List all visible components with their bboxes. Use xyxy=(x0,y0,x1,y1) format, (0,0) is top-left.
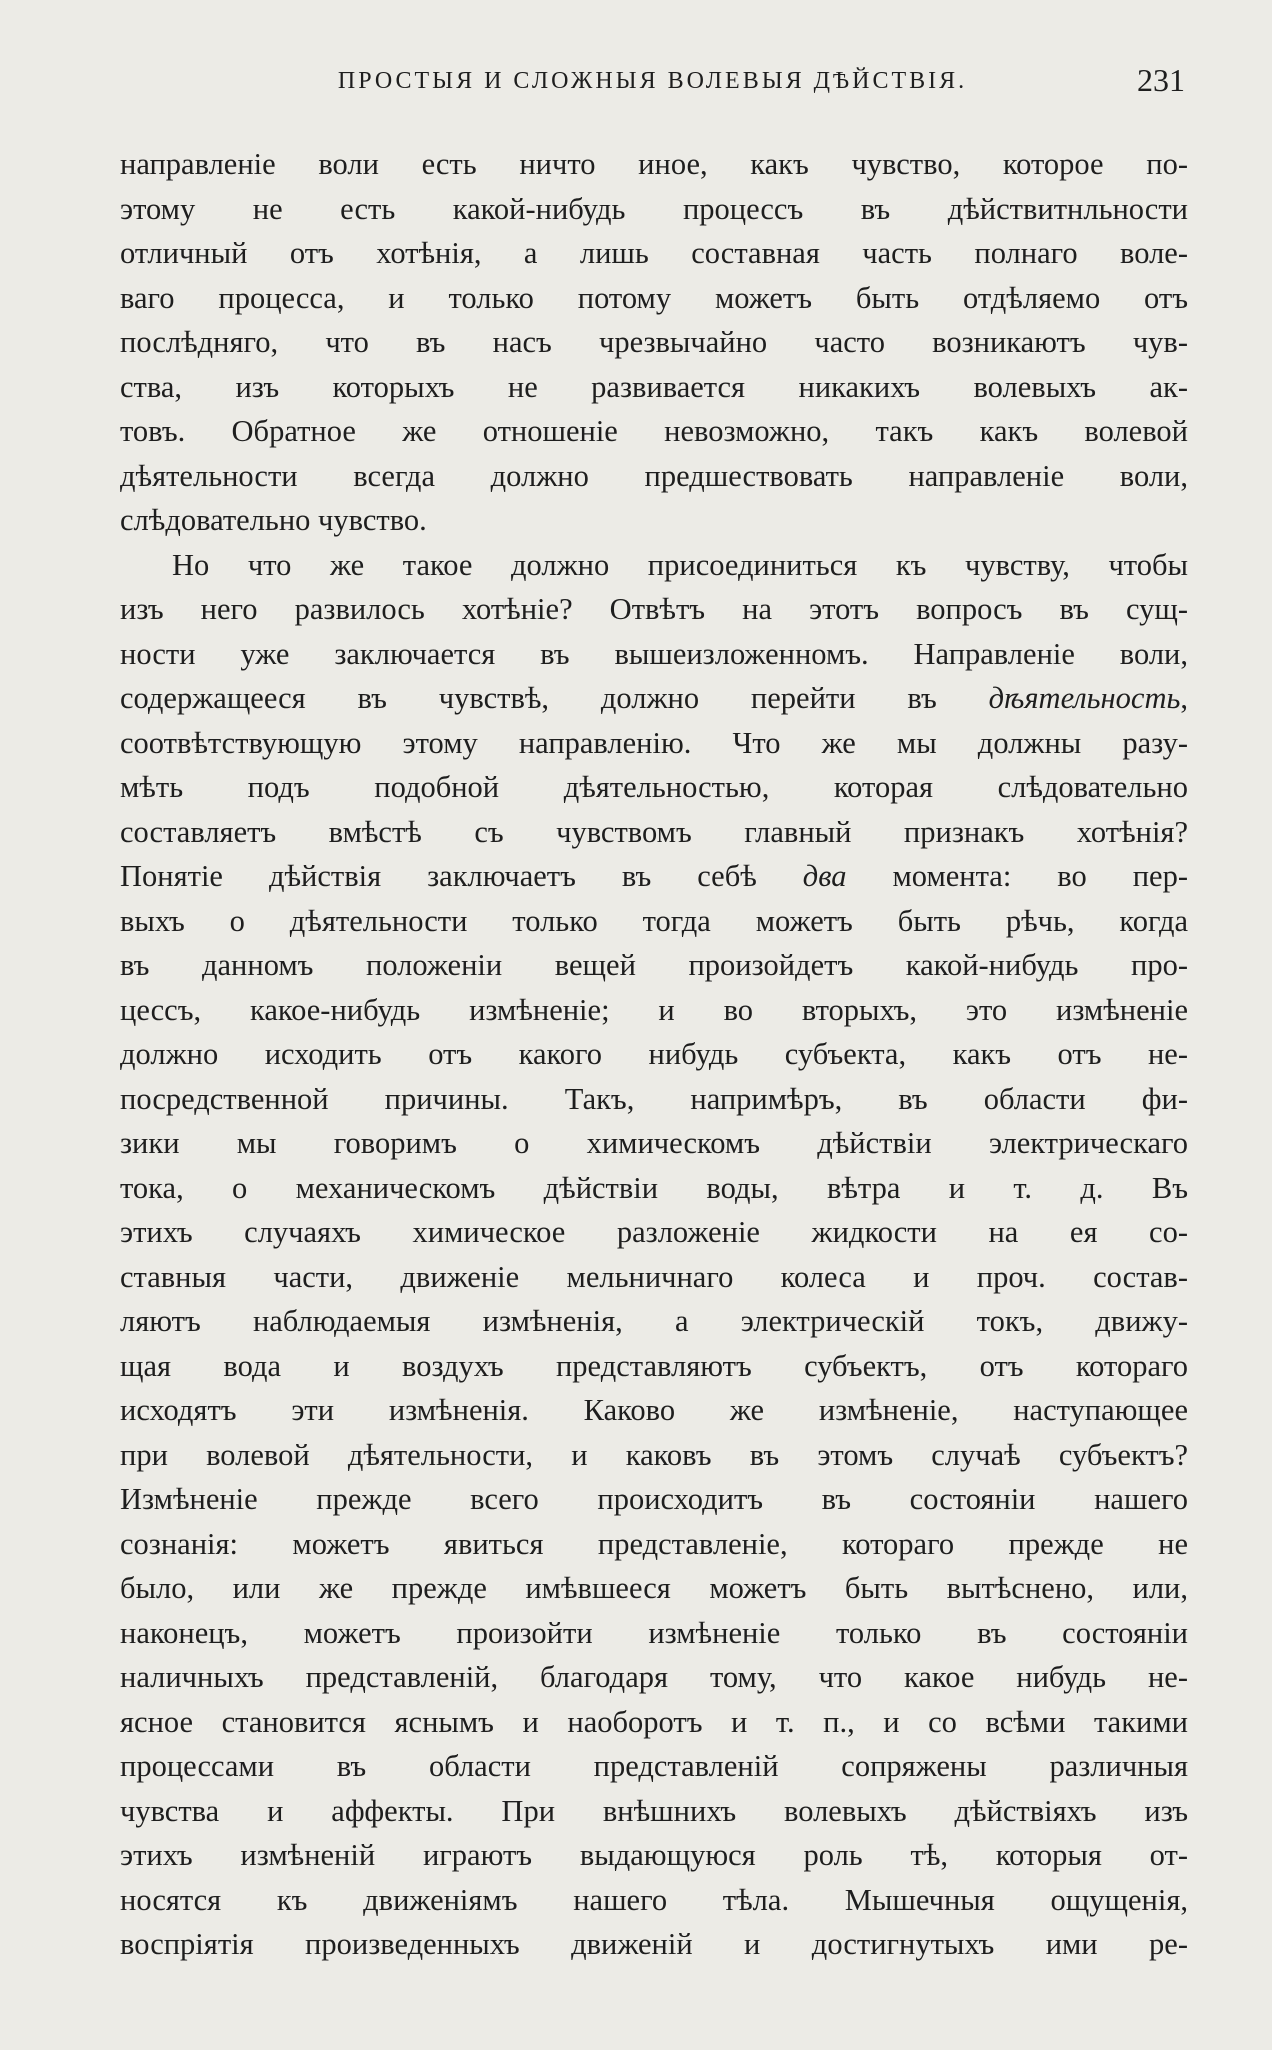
text-line: чувства и аффекты. При внѣшнихъ волевыхъ дѣйствіяхъ изъ xyxy=(120,1793,1188,1828)
text-line: при волевой дѣятельности, и каковъ въ этомъ случаѣ субъектъ? xyxy=(120,1437,1188,1472)
text-line: было, или же прежде имѣвшееся можетъ быть вытѣснено, или, xyxy=(120,1571,1188,1605)
text-line: сознанія: можетъ явиться представленіе, котораго прежде не xyxy=(120,1526,1188,1561)
text-line: этихъ случаяхъ химическое разложеніе жидкости на ея со- xyxy=(120,1215,1188,1249)
running-head xyxy=(120,62,1185,102)
text-line: ляютъ наблюдаемыя измѣненія, а электрическій токъ, движу- xyxy=(120,1304,1188,1338)
text-line: цессъ, какое-нибудь измѣненіе; и во вторыхъ, это измѣненіе xyxy=(120,992,1188,1027)
text-line: тока, о механическомъ дѣйствіи воды, вѣтра и т. д. Въ xyxy=(120,1170,1188,1205)
text-line: процессами въ области представленій сопряжены различныя xyxy=(120,1749,1188,1783)
text-line: этому не есть какой-нибудь процессъ въ дѣйствитнльности xyxy=(120,191,1188,226)
line-text-before: Понятіе дѣйствія заключаетъ въ себѣ xyxy=(120,859,803,893)
emphasized-word: дѣятельность xyxy=(988,681,1181,715)
emphasized-word: два xyxy=(802,859,847,893)
text-line: дѣятельности всегда должно предшествовать направленіе воли, xyxy=(120,458,1188,493)
text-line: ности уже заключается въ вышеизложенномъ. Направленіе воли, xyxy=(120,636,1188,671)
text-line: ставныя части, движеніе мельничнаго колеса и проч. состав- xyxy=(120,1259,1188,1294)
body-text xyxy=(120,142,1188,1967)
text-line: изъ него развилось хотѣніе? Отвѣтъ на этотъ вопросъ въ сущ- xyxy=(120,592,1188,626)
text-line: носятся къ движеніямъ нашего тѣла. Мышечныя ощущенія, xyxy=(120,1882,1188,1917)
text-line: воспріятія произведенныхъ движеній и достигнутыхъ ими ре- xyxy=(120,1927,1188,1961)
line-text-after: момента: во пер- xyxy=(846,859,1188,893)
text-line: наличныхъ представленій, благодаря тому, что какое нибудь не- xyxy=(120,1660,1188,1694)
line-text-before: содержащееся въ чувствѣ, должно перейти въ xyxy=(120,681,989,715)
paragraph-end-line: слѣдовательно чувство. xyxy=(120,503,427,537)
page-number: 231 xyxy=(1137,62,1185,98)
text-line: въ данномъ положеніи вещей произойдетъ какой-нибудь про- xyxy=(120,948,1188,982)
text-line-with-emphasis xyxy=(120,676,1188,721)
text-line: ясное становится яснымъ и наоборотъ и т. п., и со всѣми такими xyxy=(120,1704,1188,1739)
text-line: этихъ измѣненій играютъ выдающуюся роль тѣ, которыя от- xyxy=(120,1838,1188,1872)
text-line: зики мы говоримъ о химическомъ дѣйствіи электрическаго xyxy=(120,1126,1188,1160)
text-line: ства, изъ которыхъ не развивается никакихъ волевыхъ ак- xyxy=(120,369,1188,404)
text-line: мѣть подъ подобной дѣятельностью, которая слѣдовательно xyxy=(120,770,1188,804)
line-text-after: , xyxy=(1180,681,1188,715)
text-line: наконецъ, можетъ произойти измѣненіе только въ состояніи xyxy=(120,1615,1188,1650)
paragraph-start-line: Но что же такое должно присоединиться къ чувству, чтобы xyxy=(172,547,1188,582)
text-line: товъ. Обратное же отношеніе невозможно, такъ какъ волевой xyxy=(120,414,1188,448)
text-line: послѣдняго, что въ насъ чрезвычайно часто возникаютъ чув- xyxy=(120,325,1188,359)
text-line: Измѣненіе прежде всего происходитъ въ состояніи нашего xyxy=(120,1482,1188,1516)
text-line: соотвѣтствующую этому направленію. Что же мы должны разу- xyxy=(120,725,1188,760)
running-title: ПРОСТЫЯ И СЛОЖНЫЯ ВОЛЕВЫЯ ДѢЙСТВІЯ. xyxy=(337,68,968,94)
text-line: направленіе воли есть ничто иное, какъ чувство, которое по- xyxy=(120,147,1188,181)
text-line-with-emphasis xyxy=(120,854,1188,899)
text-line: исходятъ эти измѣненія. Каково же измѣненіе, наступающее xyxy=(120,1393,1188,1427)
text-line: ваго процесса, и только потому можетъ быть отдѣляемо отъ xyxy=(120,280,1188,315)
text-line: должно исходить отъ какого нибудь субъекта, какъ отъ не- xyxy=(120,1037,1188,1071)
text-line: выхъ о дѣятельности только тогда можетъ быть рѣчь, когда xyxy=(120,903,1188,938)
text-line: посредственной причины. Такъ, напримѣръ, въ области фи- xyxy=(120,1081,1188,1116)
text-line: составляетъ вмѣстѣ съ чувствомъ главный признакъ хотѣнія? xyxy=(120,814,1188,849)
text-line: щая вода и воздухъ представляютъ субъектъ, отъ котораго xyxy=(120,1348,1188,1383)
text-line: отличный отъ хотѣнія, а лишь составная часть полнаго воле- xyxy=(120,236,1188,270)
